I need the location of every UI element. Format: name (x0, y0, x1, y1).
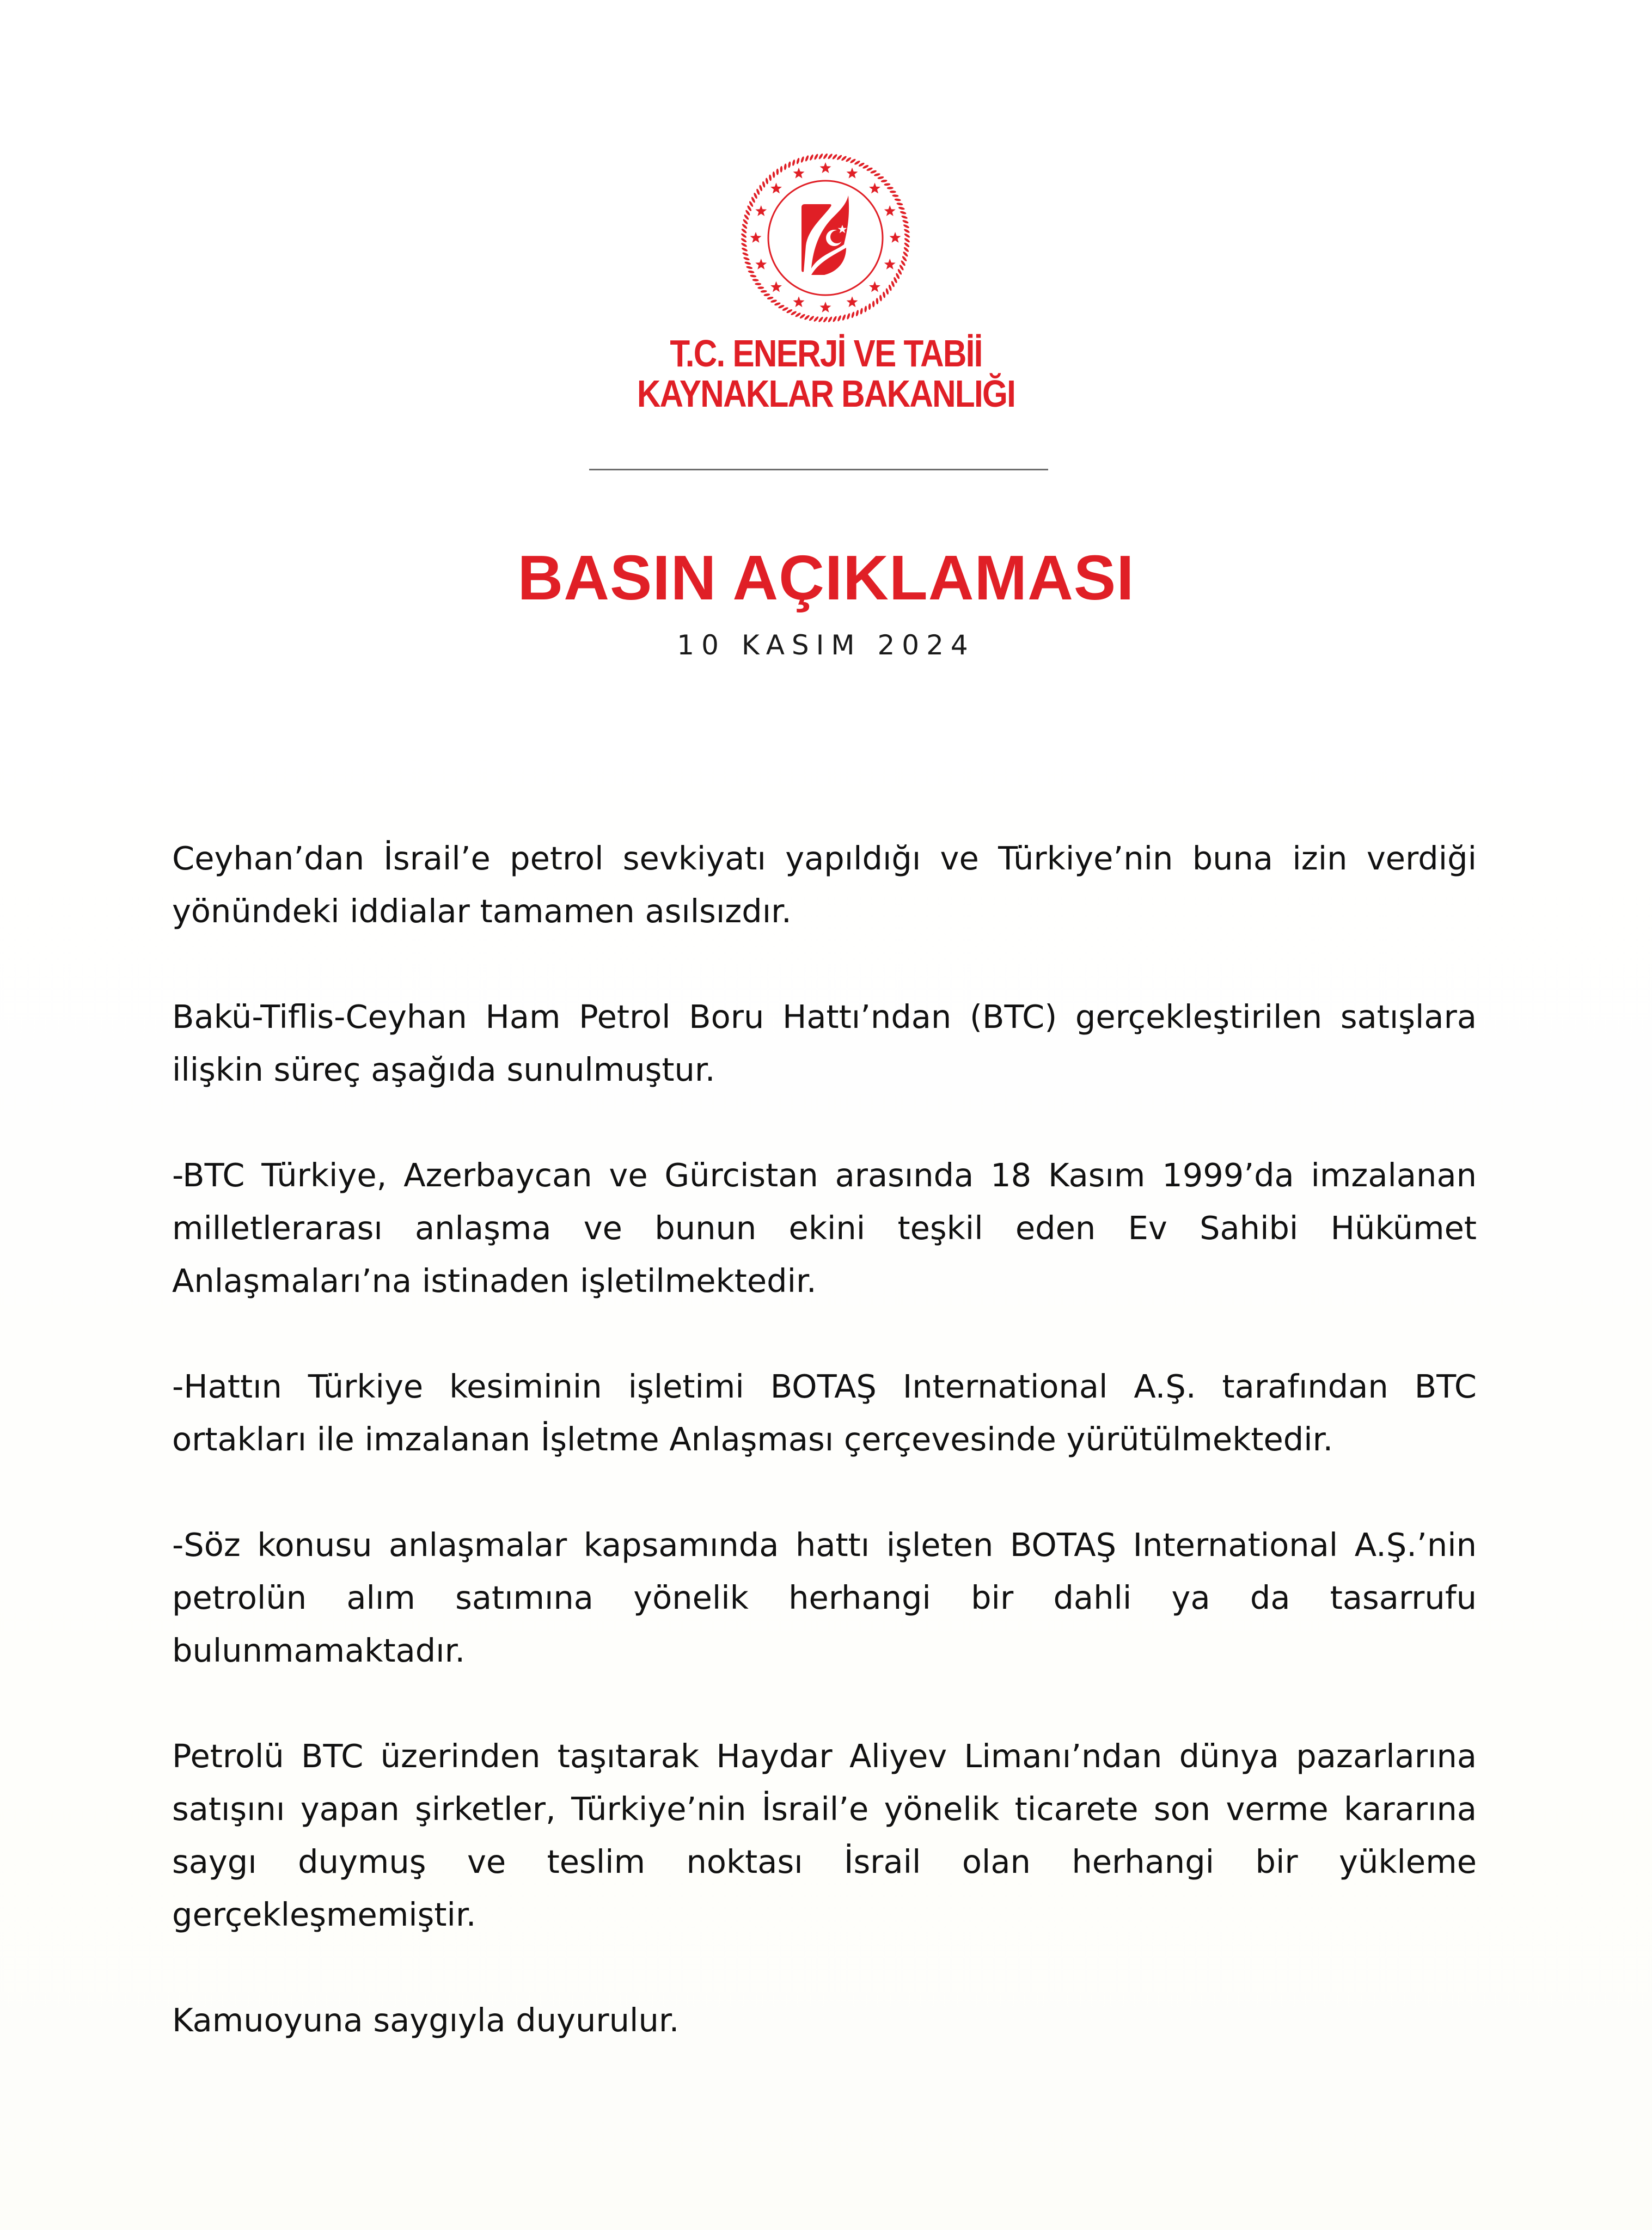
document-date: 10 KASIM 2024 (677, 629, 975, 661)
ministry-name-line-2: KAYNAKLAR BAKANLIĞI (637, 372, 1015, 415)
header-divider (589, 469, 1048, 470)
paragraph: -Hattın Türkiye kesiminin işletimi BOTAŞ International A.Ş. tarafından BTC ortakları ile imzalanan İşletme Anlaşması çerçevesinde yürütülmektedir. (172, 1368, 1477, 1458)
paragraph: Bakü-Tiflis-Ceyhan Ham Petrol Boru Hattı’ndan (BTC) gerçekleştirilen satışlara ilişkin süreç aşağıda sunulmuştur. (172, 998, 1477, 1088)
closing-line: Kamuoyuna saygıyla duyurulur. (172, 2001, 680, 2039)
press-release-body (172, 832, 1477, 2099)
paragraph: -BTC Türkiye, Azerbaycan ve Gürcistan arasında 18 Kasım 1999’da imzalanan milletlerarası anlaşma ve bunun ekini teşkil eden Ev Sahibi Hükümet Anlaşmaları’na istinaden işletilmektedir. (172, 1156, 1477, 1300)
ministry-emblem-icon (738, 152, 913, 324)
document-title: BASIN AÇIKLAMASI (517, 542, 1135, 613)
paragraph: Petrolü BTC üzerinden taşıtarak Haydar Aliyev Limanı’ndan dünya pazarlarına satışını yapan şirketler, Türkiye’nin İsrail’e yönelik ticarete son verme kararına saygı duymuş ve teslim noktası İsrail olan herhangi bir yükleme gerçekleşmemiştir. (172, 1737, 1477, 1933)
paragraph: -Söz konusu anlaşmalar kapsamında hattı işleten BOTAŞ International A.Ş.’nin petrolün alım satımına yönelik herhangi bir dahli ya da tasarrufu bulunmamaktadır. (172, 1526, 1477, 1669)
ministry-name (115, 333, 1536, 414)
ministry-name-line-1: T.C. ENERJİ VE TABİİ (670, 332, 982, 375)
paragraph: Ceyhan’dan İsrail’e petrol sevkiyatı yapıldığı ve Türkiye’nin buna izin verdiği yönündeki iddialar tamamen asılsızdır. (172, 840, 1477, 930)
